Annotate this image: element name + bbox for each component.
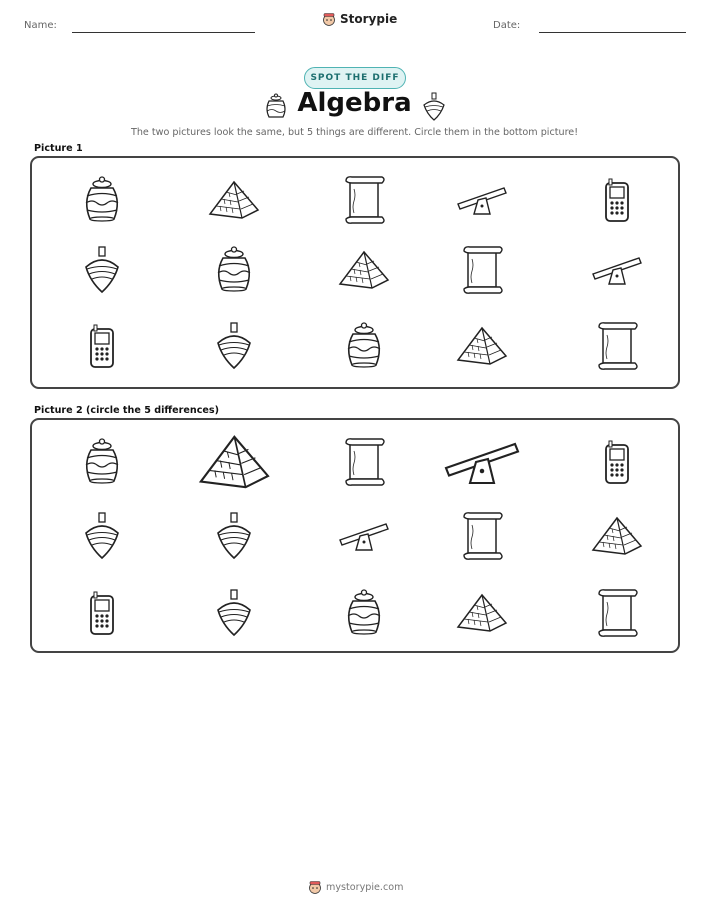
pot-icon[interactable] xyxy=(324,316,404,376)
pyramid-icon[interactable] xyxy=(324,240,404,300)
footer-url[interactable]: mystorypie.com xyxy=(326,881,404,893)
phone-icon[interactable] xyxy=(577,432,657,492)
seesaw-icon[interactable] xyxy=(442,432,522,492)
phone-icon[interactable] xyxy=(577,170,657,230)
brand-name: Storypie xyxy=(340,12,398,26)
pot-icon[interactable] xyxy=(324,583,404,643)
scroll-icon[interactable] xyxy=(442,240,522,300)
pyramid-icon[interactable] xyxy=(194,432,274,492)
spinning-top-icon[interactable] xyxy=(194,506,274,566)
scroll-icon[interactable] xyxy=(442,506,522,566)
storypie-mascot-icon xyxy=(322,12,336,26)
picture-2-label: Picture 2 (circle the 5 differences) xyxy=(34,405,219,416)
pot-icon[interactable] xyxy=(62,432,142,492)
footer xyxy=(308,880,403,894)
phone-icon[interactable] xyxy=(62,316,142,376)
name-line[interactable] xyxy=(72,32,255,33)
pyramid-icon[interactable] xyxy=(442,583,522,643)
seesaw-icon[interactable] xyxy=(442,170,522,230)
pot-icon[interactable] xyxy=(62,170,142,230)
date-line[interactable] xyxy=(539,32,686,33)
seesaw-icon[interactable] xyxy=(324,506,404,566)
date-label: Date: xyxy=(493,20,521,31)
pyramid-icon[interactable] xyxy=(442,316,522,376)
seesaw-icon[interactable] xyxy=(577,240,657,300)
picture-1-panel xyxy=(30,156,680,389)
scroll-icon[interactable] xyxy=(577,583,657,643)
pot-icon[interactable] xyxy=(194,240,274,300)
name-label: Name: xyxy=(24,20,57,31)
spinning-top-icon[interactable] xyxy=(62,240,142,300)
spinning-top-icon[interactable] xyxy=(194,583,274,643)
instructions-text: The two pictures look the same, but 5 things are different. Circle them in the bottom picture! xyxy=(130,127,579,138)
spot-the-diff-badge: SPOT THE DIFF xyxy=(304,67,406,89)
phone-icon[interactable] xyxy=(62,583,142,643)
scroll-icon[interactable] xyxy=(324,170,404,230)
scroll-icon[interactable] xyxy=(324,432,404,492)
page-title: Algebra xyxy=(297,88,412,118)
storypie-mascot-icon xyxy=(308,880,322,894)
scroll-icon[interactable] xyxy=(577,316,657,376)
spinning-top-icon xyxy=(421,92,447,122)
pyramid-icon[interactable] xyxy=(194,170,274,230)
spinning-top-icon[interactable] xyxy=(62,506,142,566)
picture-2-panel xyxy=(30,418,680,653)
pyramid-icon[interactable] xyxy=(577,506,657,566)
picture-1-label: Picture 1 xyxy=(34,143,83,154)
brand-logo xyxy=(322,12,397,26)
spinning-top-icon[interactable] xyxy=(194,316,274,376)
